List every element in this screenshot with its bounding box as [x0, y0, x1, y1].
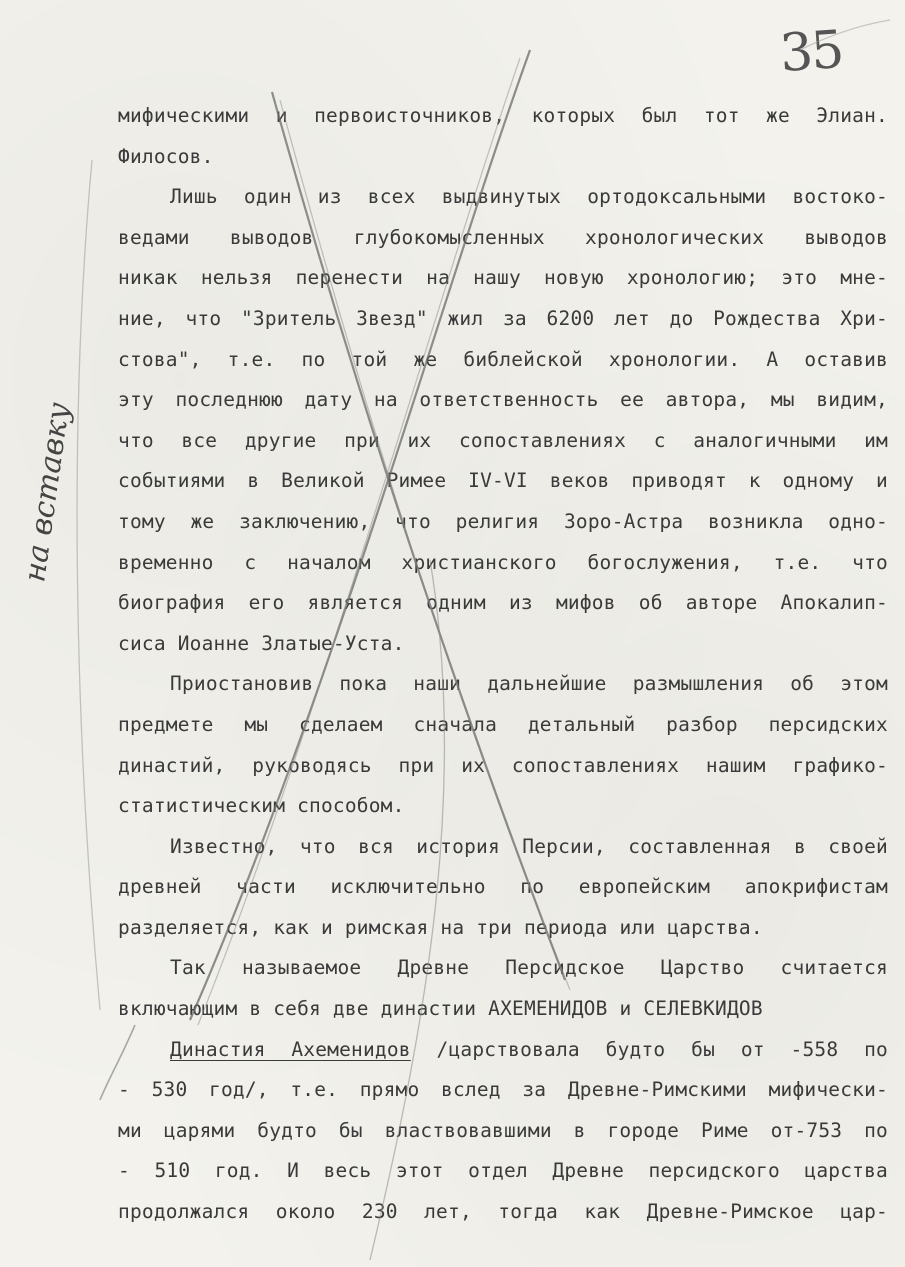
text-line: стова", т.е. по той же библейской хронологии. А оставив [118, 347, 888, 371]
text-line: Так называемое Древне Персидское Царство считается [170, 956, 888, 980]
typed-text-body [118, 96, 888, 1233]
text-line: продолжался около 230 лет, тогда как Древне-Римское цар- [118, 1200, 888, 1224]
text-line: включающим в себя две династии АХЕМЕНИДОВ и СЕЛЕВКИДОВ [118, 997, 763, 1021]
text-line: статистическим способом. [118, 794, 405, 818]
text-line: Известно, что вся история Персии, составленная в своей [170, 834, 888, 858]
margin-note-text: на вставку [17, 400, 78, 585]
text-line: что все другие при их сопоставлениях с аналогичными им [118, 428, 888, 452]
text-line: Филосов. [118, 144, 214, 168]
text-line: событиями в Великой Римее IV-VI веков приводят к одному и [118, 469, 888, 493]
text-line: династий, руководясь при их сопоставлениях нашим графико- [118, 753, 888, 777]
text-line: никак нельзя перенести на нашу новую хронологию; это мне- [118, 266, 888, 290]
text-line: сиса Иоанне Златые-Уста. [118, 631, 405, 655]
text-line: эту последнюю дату на ответственность ее автора, мы видим, [118, 388, 888, 412]
text-line: - 530 год/, т.е. прямо вслед за Древне-Римскими мифически- [118, 1078, 888, 1102]
dynasty-heading: Династия Ахеменидов [170, 1037, 411, 1061]
text-line: Лишь один из всех выдвинутых ортодоксальными востоко- [170, 185, 888, 209]
margin-bracket [77, 160, 100, 1010]
text-line: мифическими и первоисточников, которых был тот же Элиан. [118, 104, 888, 127]
text-line: Приостановив пока наши дальнейшие размышления об этом [170, 672, 888, 696]
text-line: ми царями будто бы властвовавшими в городе Риме от-753 по [118, 1118, 888, 1142]
margin-note [10, 400, 78, 600]
page-number: 35 [777, 19, 845, 85]
text-line: тому же заключению, что религия Зоро-Астра возникла одно- [118, 509, 888, 533]
text-line: предмете мы сделаем сначала детальный разбор персидских [118, 712, 888, 736]
text-line: временно с началом христианского богослужения, т.е. что [118, 550, 888, 574]
text-fragment: /царствовала будто бы от -558 по [436, 1037, 888, 1061]
text-line: разделяется, как и римская на три периода или царства. [118, 915, 763, 939]
text-line: ние, что "Зритель Звезд" жил за 6200 лет до Рождества Хри- [118, 306, 888, 330]
text-line [118, 1030, 888, 1071]
text-line: биография его является одним из мифов об авторе Апокалип- [118, 591, 888, 615]
text-line: - 510 год. И весь этот отдел Древне персидского царства [118, 1159, 888, 1183]
text-line: древней части исключительно по европейским апокрифистам [118, 875, 888, 899]
text-line: ведами выводов глубокомысленных хронологических выводов [118, 225, 888, 249]
